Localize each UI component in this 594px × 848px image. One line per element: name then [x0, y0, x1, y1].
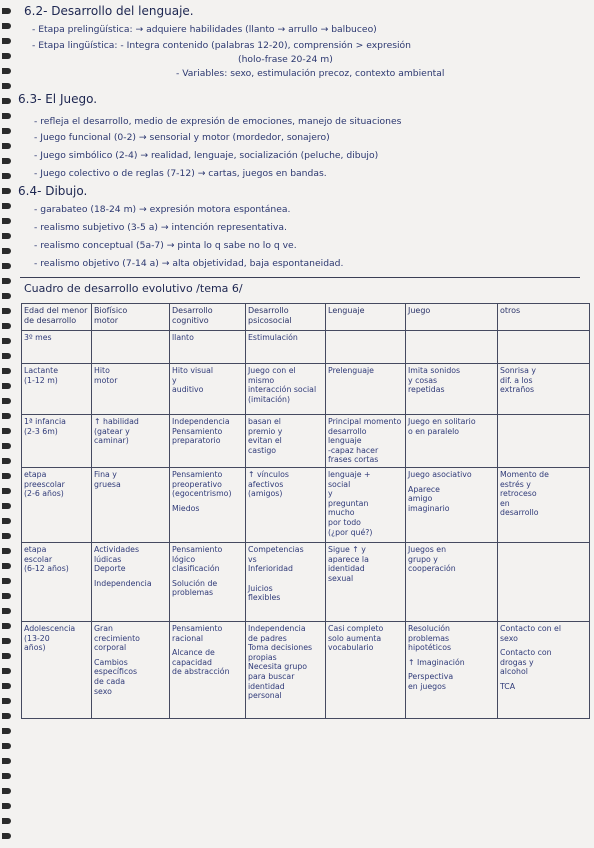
- cell-play: [406, 467, 498, 542]
- cell-text: grupo y: [408, 554, 438, 564]
- cell-others: [498, 415, 590, 468]
- cell-text: solo aumenta: [328, 633, 382, 643]
- spiral-ring: [2, 233, 11, 239]
- spiral-ring: [2, 338, 11, 344]
- cell-text: ↑ habilidad: [94, 417, 139, 426]
- cell-language: [326, 621, 406, 718]
- cell-text: aparece la: [328, 554, 369, 564]
- cell-text: propias: [248, 652, 277, 662]
- cell-play: [406, 415, 498, 468]
- cell-cognitive: [170, 331, 246, 364]
- cell-text: ↑ vínculos: [248, 469, 289, 479]
- header-text: motor: [94, 315, 119, 325]
- cell-text: o en paralelo: [408, 426, 460, 436]
- cell-text: etapa: [24, 469, 47, 479]
- cell-text: para buscar: [248, 671, 295, 681]
- cell-others: [498, 331, 590, 364]
- cell-text: premio y: [248, 426, 283, 436]
- cell-text: (1-12 m): [24, 375, 58, 385]
- spiral-ring: [2, 128, 11, 134]
- cell-text: frases cortas: [328, 455, 379, 465]
- note-line: - Juego colectivo o de reglas (7-12) → cartas, juegos en bandas.: [34, 168, 327, 179]
- spiral-ring: [2, 833, 11, 839]
- cell-text: (¿por qué?): [328, 527, 373, 537]
- cell-language: [326, 364, 406, 415]
- cell-text: Aparece: [408, 484, 440, 494]
- header-text: cognitivo: [172, 315, 209, 325]
- cell-text: evitan el: [248, 436, 282, 446]
- spiral-ring: [2, 563, 11, 569]
- cell-text: 1ª infancia: [24, 417, 66, 426]
- cell-text: Momento de: [500, 469, 549, 479]
- cell-others: [498, 467, 590, 542]
- cell-biophysical: [92, 542, 170, 621]
- cell-text: preguntan: [328, 498, 369, 508]
- cell-text: Actividades: [94, 544, 140, 554]
- cell-text: Pensamiento: [172, 544, 223, 554]
- spiral-ring: [2, 428, 11, 434]
- cell-text: de cada: [94, 676, 126, 686]
- cell-text: Adolescencia: [24, 623, 76, 633]
- cell-text: Independencia: [172, 417, 230, 426]
- cell-text: caminar): [94, 436, 129, 446]
- spiral-ring: [2, 473, 11, 479]
- table-title: Cuadro de desarrollo evolutivo /tema 6/: [24, 282, 243, 295]
- cell-psychosocial: [246, 621, 326, 718]
- note-line: - Variables: sexo, estimulación precoz, contexto ambiental: [176, 68, 445, 79]
- cell-biophysical: [92, 364, 170, 415]
- spiral-ring: [2, 203, 11, 209]
- cell-text: Juicios: [248, 583, 273, 593]
- cell-text: sexo: [94, 686, 112, 696]
- cell-text: lenguaje +: [328, 469, 371, 479]
- spiral-ring: [2, 653, 11, 659]
- cell-text: retroceso: [500, 489, 537, 499]
- note-line: - Juego funcional (0-2) → sensorial y motor (mordedor, sonajero): [34, 132, 330, 143]
- spiral-ring: [2, 158, 11, 164]
- header-cell-biophysical: [92, 304, 170, 331]
- spiral-ring: [2, 38, 11, 44]
- cell-text: Juego con el: [248, 366, 296, 375]
- cell-text: vocabulario: [328, 643, 374, 653]
- cell-text: (13-20: [24, 633, 50, 643]
- cell-text: auditivo: [172, 385, 204, 395]
- cell-text: crecimiento: [94, 633, 140, 643]
- spiral-ring: [2, 248, 11, 254]
- spiral-ring: [2, 788, 11, 794]
- cell-text: capacidad: [172, 657, 212, 667]
- cell-text: problemas: [408, 633, 450, 643]
- cell-text: flexibles: [248, 593, 281, 603]
- spiral-ring: [2, 98, 11, 104]
- cell-text: Juego en solitario: [408, 417, 476, 426]
- spiral-ring: [2, 398, 11, 404]
- spiral-ring: [2, 623, 11, 629]
- cell-text: Prelenguaje: [328, 366, 374, 375]
- cell-text: ↑ Imaginación: [408, 657, 465, 667]
- cell-language: [326, 542, 406, 621]
- cell-text: Juegos en: [408, 544, 447, 554]
- spiral-ring: [2, 533, 11, 539]
- note-line: - refleja el desarrollo, medio de expresión de emociones, manejo de situaciones: [34, 116, 402, 127]
- cell-text: Inferioridad: [248, 564, 293, 574]
- note-line: - Etapa prelingüística: → adquiere habilidades (llanto → arrullo → balbuceo): [32, 24, 377, 35]
- header-text: Lenguaje: [328, 306, 365, 315]
- section-heading: 6.4- Dibujo.: [18, 184, 88, 198]
- spiral-ring: [2, 83, 11, 89]
- cell-text: motor: [94, 375, 118, 385]
- table-row: [22, 364, 590, 415]
- cell-psychosocial: [246, 467, 326, 542]
- note-line: (holo-frase 20-24 m): [238, 54, 333, 65]
- cell-text: llanto: [172, 333, 194, 342]
- spiral-ring: [2, 503, 11, 509]
- cell-text: (6-12 años): [24, 564, 69, 574]
- cell-psychosocial: [246, 415, 326, 468]
- spiral-ring: [2, 578, 11, 584]
- cell-text: (egocentrismo): [172, 489, 232, 499]
- header-text: otros: [500, 306, 521, 315]
- header-cell-psychosocial: [246, 304, 326, 331]
- cell-age: [22, 542, 92, 621]
- cell-text: imaginario: [408, 503, 450, 513]
- cell-text: Gran: [94, 623, 113, 633]
- header-cell-language: [326, 304, 406, 331]
- cell-language: [326, 415, 406, 468]
- cell-text: Deporte: [94, 564, 126, 574]
- note-line: - realismo objetivo (7-14 a) → alta objetividad, baja espontaneidad.: [34, 258, 344, 269]
- cell-text: Estimulación: [248, 333, 298, 342]
- cell-text: lúdicas: [94, 554, 122, 564]
- cell-text: de padres: [248, 633, 287, 643]
- header-text: Desarrollo: [248, 306, 289, 315]
- spiral-ring: [2, 323, 11, 329]
- cell-text: y: [328, 489, 333, 499]
- spiral-ring: [2, 488, 11, 494]
- spiral-ring: [2, 803, 11, 809]
- spiral-ring: [2, 353, 11, 359]
- header-text: Edad del menor: [24, 306, 88, 315]
- cell-text: Alcance de: [172, 648, 215, 658]
- cell-text: Hito visual: [172, 366, 214, 375]
- cell-cognitive: [170, 542, 246, 621]
- cell-text: gruesa: [94, 479, 121, 489]
- cell-text: Solución de: [172, 578, 218, 588]
- cell-text: Cambios: [94, 657, 128, 667]
- table-row: [22, 542, 590, 621]
- cell-text: Perspectiva: [408, 672, 454, 682]
- cell-text: Miedos: [172, 503, 200, 513]
- spiral-ring: [2, 638, 11, 644]
- spiral-ring: [2, 818, 11, 824]
- cell-text: personal: [248, 691, 282, 701]
- cell-text: corporal: [94, 643, 127, 653]
- spiral-ring: [2, 8, 11, 14]
- cell-play: [406, 621, 498, 718]
- cell-age: [22, 331, 92, 364]
- cell-text: identidad: [248, 681, 285, 691]
- cell-text: -capaz hacer: [328, 445, 379, 455]
- spiral-ring: [2, 443, 11, 449]
- cell-text: racional: [172, 633, 204, 643]
- cell-text: drogas y: [500, 657, 534, 667]
- cell-text: Toma decisiones: [248, 643, 313, 653]
- cell-text: Independencia: [248, 623, 306, 633]
- note-line: - Juego simbólico (2-4) → realidad, lenguaje, socialización (peluche, dibujo): [34, 150, 379, 161]
- spiral-ring: [2, 293, 11, 299]
- cell-psychosocial: [246, 542, 326, 621]
- cell-text: (2-6 años): [24, 489, 64, 499]
- cell-text: vs: [248, 554, 257, 564]
- spiral-binding: [0, 0, 14, 848]
- divider-line: [20, 277, 580, 278]
- spiral-ring: [2, 383, 11, 389]
- section-heading: 6.3- El Juego.: [18, 92, 98, 106]
- table-row: [22, 621, 590, 718]
- spiral-ring: [2, 458, 11, 464]
- cell-biophysical: [92, 415, 170, 468]
- cell-text: Lactante: [24, 366, 59, 375]
- cell-text: TCA: [500, 681, 516, 691]
- cell-age: [22, 621, 92, 718]
- spiral-ring: [2, 68, 11, 74]
- cell-text: en: [500, 498, 510, 508]
- cell-text: Independencia: [94, 578, 152, 588]
- header-text: Juego: [408, 306, 431, 315]
- spiral-ring: [2, 263, 11, 269]
- table-row: [22, 331, 590, 364]
- cell-language: [326, 467, 406, 542]
- spiral-ring: [2, 698, 11, 704]
- cell-text: alcohol: [500, 667, 528, 677]
- cell-text: Fina y: [94, 469, 117, 479]
- cell-language: [326, 331, 406, 364]
- cell-play: [406, 364, 498, 415]
- spiral-ring: [2, 593, 11, 599]
- spiral-ring: [2, 668, 11, 674]
- cell-text: Hito: [94, 366, 110, 375]
- cell-text: de abstracción: [172, 667, 230, 677]
- spiral-ring: [2, 758, 11, 764]
- cell-text: interacción social: [248, 385, 317, 395]
- cell-psychosocial: [246, 331, 326, 364]
- cell-play: [406, 542, 498, 621]
- note-line: - garabateo (18-24 m) → expresión motora espontánea.: [34, 204, 291, 215]
- header-cell-others: [498, 304, 590, 331]
- cell-text: y cosas: [408, 375, 438, 385]
- cell-text: por todo: [328, 517, 361, 527]
- cell-text: sexual: [328, 573, 354, 583]
- cell-text: preescolar: [24, 479, 65, 489]
- cell-text: desarrollo: [328, 426, 367, 436]
- cell-text: etapa: [24, 544, 47, 554]
- cell-others: [498, 621, 590, 718]
- cell-text: Imita sonidos: [408, 366, 461, 375]
- cell-text: desarrollo: [500, 508, 539, 518]
- cell-text: Sigue ↑ y: [328, 544, 366, 554]
- cell-biophysical: [92, 621, 170, 718]
- spiral-ring: [2, 23, 11, 29]
- cell-text: hipotéticos: [408, 643, 452, 653]
- spiral-ring: [2, 683, 11, 689]
- note-line: - realismo conceptual (5a-7) → pinta lo q sabe no lo q ve.: [34, 240, 297, 251]
- cell-text: problemas: [172, 588, 214, 598]
- cell-text: extraños: [500, 385, 535, 395]
- spiral-ring: [2, 143, 11, 149]
- cell-cognitive: [170, 621, 246, 718]
- cell-text: Resolución: [408, 623, 450, 633]
- spiral-ring: [2, 518, 11, 524]
- cell-age: [22, 415, 92, 468]
- cell-text: Pensamiento: [172, 469, 223, 479]
- header-cell-cognitive: [170, 304, 246, 331]
- cell-text: Principal momento: [328, 417, 402, 426]
- spiral-ring: [2, 713, 11, 719]
- table-body: [22, 331, 590, 719]
- cell-text: Contacto con: [500, 648, 552, 658]
- cell-text: identidad: [328, 564, 365, 574]
- table-row: [22, 467, 590, 542]
- spiral-ring: [2, 218, 11, 224]
- cell-age: [22, 467, 92, 542]
- cell-text: mismo: [248, 375, 275, 385]
- cell-text: Contacto con el: [500, 623, 562, 633]
- cell-text: mucho: [328, 508, 355, 518]
- cell-cognitive: [170, 467, 246, 542]
- cell-text: lenguaje: [328, 436, 362, 446]
- header-text: psicosocial: [248, 315, 292, 325]
- spiral-ring: [2, 548, 11, 554]
- cell-text: Sonrisa y: [500, 366, 536, 375]
- spiral-ring: [2, 773, 11, 779]
- note-line: - Etapa lingüística: - Integra contenido (palabras 12-20), comprensión > expresión: [32, 40, 412, 51]
- spiral-ring: [2, 368, 11, 374]
- cell-text: en juegos: [408, 681, 446, 691]
- cell-text: clasificación: [172, 564, 220, 574]
- cell-text: Competencias: [248, 544, 304, 554]
- cell-cognitive: [170, 415, 246, 468]
- table-header-row: [22, 304, 590, 331]
- cell-text: lógico: [172, 554, 196, 564]
- cell-text: 3º mes: [24, 333, 52, 342]
- header-cell-play: [406, 304, 498, 331]
- cell-text: afectivos: [248, 479, 284, 489]
- spiral-ring: [2, 413, 11, 419]
- cell-text: Juego asociativo: [408, 469, 472, 479]
- cell-text: castigo: [248, 445, 277, 455]
- cell-text: y: [172, 375, 177, 385]
- header-text: de desarrollo: [24, 315, 77, 325]
- cell-text: basan el: [248, 417, 281, 426]
- cell-text: repetidas: [408, 385, 445, 395]
- section-heading: 6.2- Desarrollo del lenguaje.: [24, 4, 194, 18]
- cell-text: Pensamiento: [172, 426, 223, 436]
- cell-text: (2-3 6m): [24, 426, 58, 436]
- header-text: Biofísico: [94, 306, 128, 315]
- cell-text: (gatear y: [94, 426, 130, 436]
- cell-text: dif. a los: [500, 375, 533, 385]
- spiral-ring: [2, 308, 11, 314]
- cell-psychosocial: [246, 364, 326, 415]
- spiral-ring: [2, 608, 11, 614]
- spiral-ring: [2, 173, 11, 179]
- spiral-ring: [2, 188, 11, 194]
- cell-others: [498, 364, 590, 415]
- cell-biophysical: [92, 331, 170, 364]
- header-text: Desarrollo: [172, 306, 213, 315]
- cell-text: escolar: [24, 554, 53, 564]
- cell-text: Casi completo: [328, 623, 384, 633]
- cell-text: (imitación): [248, 394, 291, 404]
- cell-play: [406, 331, 498, 364]
- cell-text: Necesita grupo: [248, 662, 308, 672]
- spiral-ring: [2, 278, 11, 284]
- table-row: [22, 415, 590, 468]
- cell-text: sexo: [500, 633, 518, 643]
- cell-biophysical: [92, 467, 170, 542]
- cell-text: preoperativo: [172, 479, 222, 489]
- cell-text: Pensamiento: [172, 623, 223, 633]
- cell-text: estrés y: [500, 479, 531, 489]
- header-cell-age: [22, 304, 92, 331]
- cell-others: [498, 542, 590, 621]
- development-table: [21, 303, 590, 719]
- cell-text: específicos: [94, 667, 138, 677]
- spiral-ring: [2, 743, 11, 749]
- cell-text: cooperación: [408, 564, 456, 574]
- cell-text: años): [24, 643, 46, 653]
- cell-text: social: [328, 479, 351, 489]
- cell-cognitive: [170, 364, 246, 415]
- spiral-ring: [2, 728, 11, 734]
- cell-text: (amigos): [248, 489, 283, 499]
- spiral-ring: [2, 53, 11, 59]
- note-line: - realismo subjetivo (3-5 a) → intención representativa.: [34, 222, 287, 233]
- cell-text: preparatorio: [172, 436, 221, 446]
- cell-text: amigo: [408, 494, 433, 504]
- spiral-ring: [2, 113, 11, 119]
- cell-age: [22, 364, 92, 415]
